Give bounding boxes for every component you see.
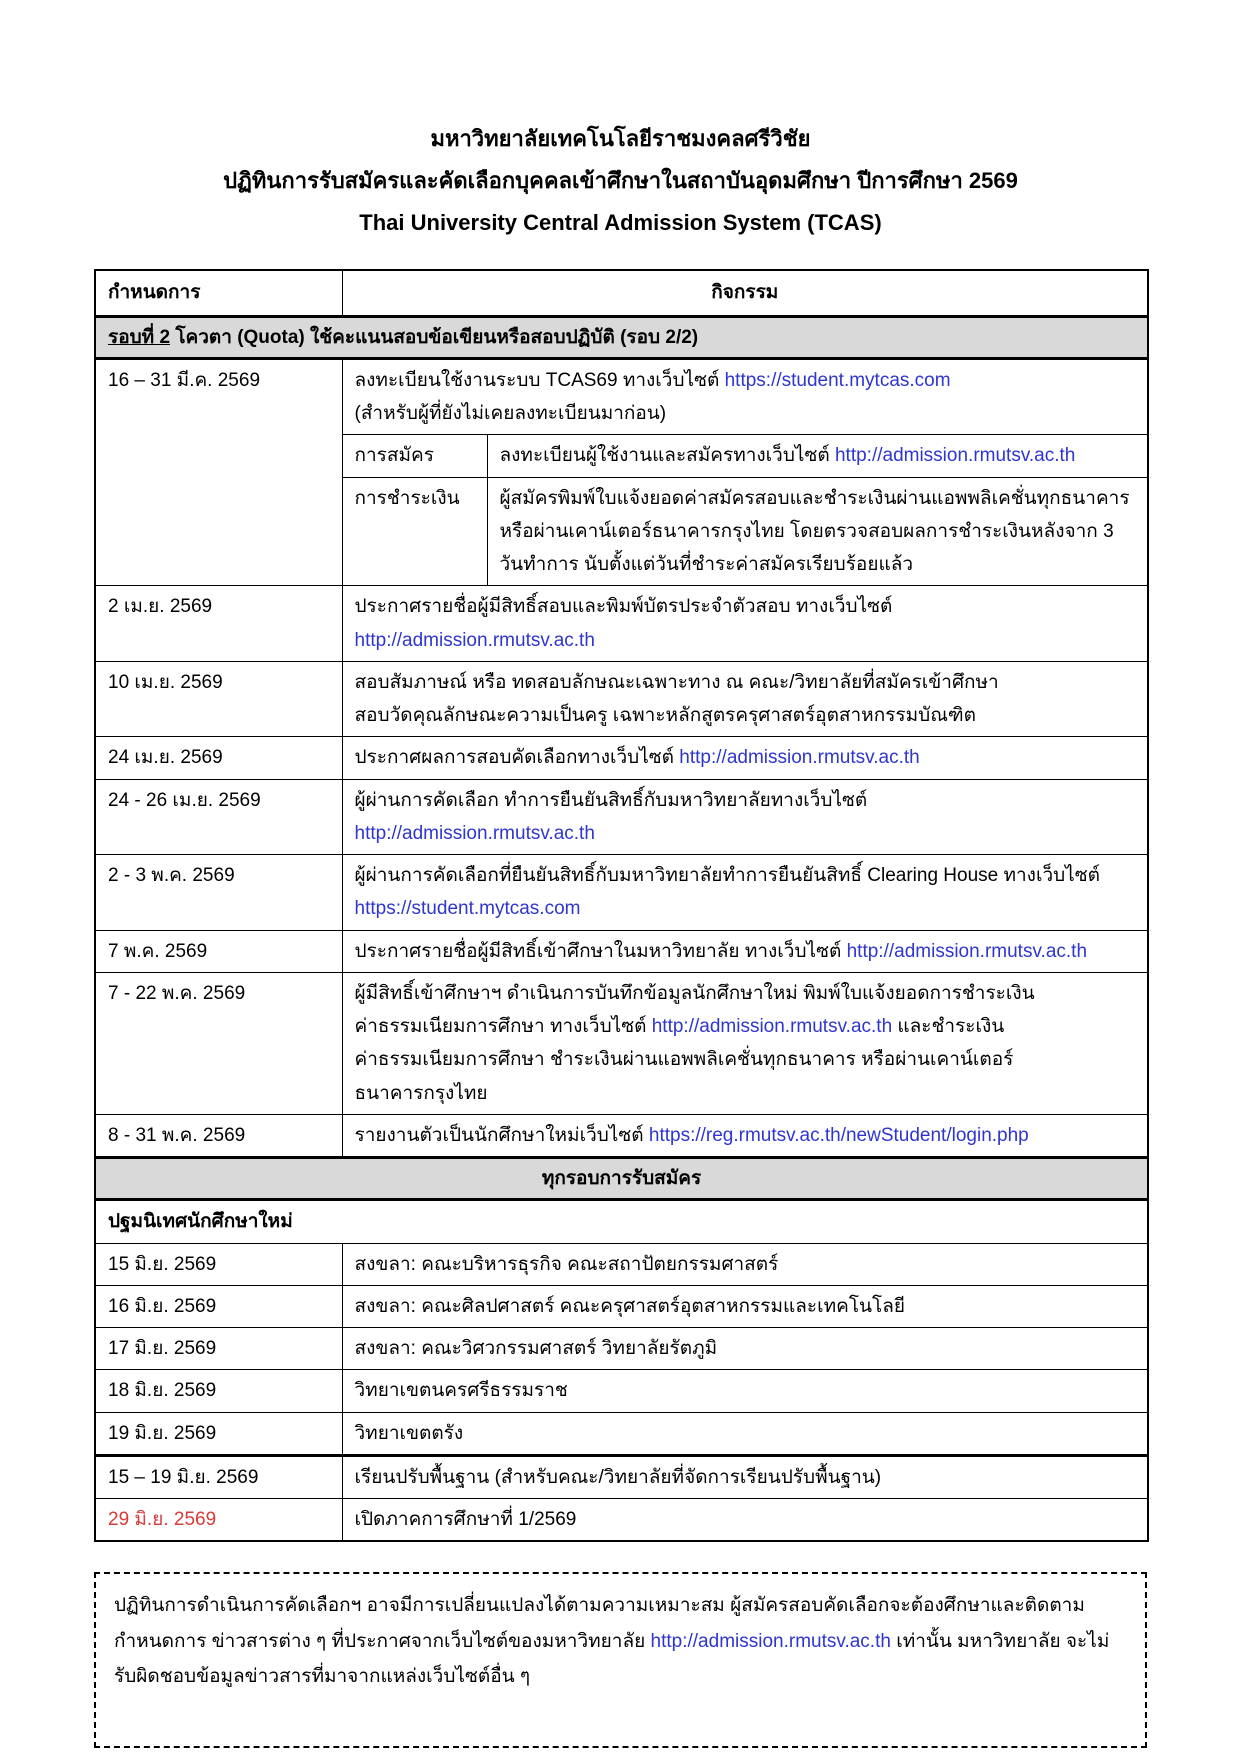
sub-label-cell: การสมัคร: [342, 435, 487, 477]
date-cell: 24 เม.ย. 2569: [95, 737, 342, 779]
sub-label-cell: การชำระเงิน: [342, 477, 487, 586]
orientation-row: [95, 1412, 1148, 1455]
table-row-exam-list: [95, 586, 1148, 662]
activity-cell: เรียนปรับพื้นฐาน (สำหรับคณะ/วิทยาลัยที่จัดการเรียนปรับพื้นฐาน): [342, 1455, 1148, 1498]
table-row-semester-start: [95, 1499, 1148, 1542]
disclaimer-text: เท่านั้น มหาวิทยาลัย จะไม่รับผิดชอบข้อมูลข่าวสารที่มาจากแหล่งเว็บไซต์อื่น ๆ: [114, 1630, 1110, 1687]
activity-cell: [342, 779, 1148, 855]
admission-link[interactable]: http://admission.rmutsv.ac.th: [650, 1630, 891, 1652]
table-row-foundation-course: [95, 1455, 1148, 1498]
activity-text: ค่าธรรมเนียมการศึกษา ชำระเงินผ่านแอพพลิเคชั่นทุกธนาคาร หรือผ่านเคาน์เตอร์: [354, 1049, 1014, 1071]
date-cell-highlighted: 29 มิ.ย. 2569: [95, 1499, 342, 1542]
table-row-register: [95, 358, 1148, 435]
section-all-rounds-row: [95, 1158, 1148, 1200]
activity-text: ผู้มีสิทธิ์เข้าศึกษาฯ ดำเนินการบันทึกข้อมูลนักศึกษาใหม่ พิมพ์ใบแจ้งยอดการชำระเงิน: [354, 982, 1035, 1004]
mytcas-link[interactable]: https://student.mytcas.com: [724, 369, 951, 391]
orientation-row: [95, 1328, 1148, 1370]
section-all-rounds-cell: ทุกรอบการรับสมัคร: [95, 1158, 1148, 1200]
table-header-row: [95, 270, 1148, 316]
round2-description: โควตา (Quota) ใช้คะแนนสอบข้อเขียนหรือสอบปฏิบัติ (รอบ 2/2): [170, 326, 699, 348]
activity-text: ประกาศรายชื่อผู้มีสิทธิ์สอบและพิมพ์บัตรประจำตัวสอบ ทางเว็บไซต์: [354, 596, 893, 618]
activity-cell: เปิดภาคการศึกษาที่ 1/2569: [342, 1499, 1148, 1542]
orientation-row: [95, 1285, 1148, 1327]
tcas-title: Thai University Central Admission System (TCAS): [359, 209, 882, 235]
activity-line: [355, 892, 1136, 925]
round2-label: รอบที่ 2: [108, 326, 171, 348]
disclaimer-note: [94, 1572, 1147, 1747]
activity-text: ค่าธรรมเนียมการศึกษา ทางเว็บไซต์: [354, 1016, 652, 1038]
document-content: [94, 0, 1147, 1748]
disclaimer-text: ปฏิทินการดำเนินการคัดเลือกฯ อาจมีการเปลี่ยนแปลงได้ตามความเหมาะสม ผู้สมัครสอบคัดเลือกจะต้องศึกษาและติดตาม กำหนดการ ข่าวสารต่าง ๆ ที่ประกาศจากเว็บไซต์ของมหาวิทยาลัย: [114, 1595, 1085, 1652]
activity-text: ผู้ผ่านการคัดเลือก ทำการยืนยันสิทธิ์กับมหาวิทยาลัยทางเว็บไซต์: [354, 789, 868, 811]
title-block: [94, 118, 1147, 243]
admission-link[interactable]: http://admission.rmutsv.ac.th: [846, 940, 1088, 962]
date-cell: 24 - 26 เม.ย. 2569: [95, 779, 342, 855]
section-round2-row: [95, 316, 1148, 358]
orientation-row: [95, 1370, 1148, 1412]
date-cell: 7 พ.ค. 2569: [95, 930, 342, 972]
column-header-schedule: กำหนดการ: [95, 270, 342, 316]
orientation-header-cell: ปฐมนิเทศนักศึกษาใหม่: [95, 1200, 1148, 1243]
date-cell: 16 – 31 มี.ค. 2569: [95, 358, 342, 586]
date-cell: 2 เม.ย. 2569: [95, 586, 342, 662]
reg-link[interactable]: https://reg.rmutsv.ac.th/newStudent/login.php: [648, 1124, 1029, 1146]
activity-cell: [342, 972, 1148, 1114]
sub-activity-cell: ผู้สมัครพิมพ์ใบแจ้งยอดค่าสมัครสอบและชำระเงินผ่านแอพพลิเคชั่นทุกธนาคาร หรือผ่านเคาน์เตอร์ธนาคารกรุงไทย โดยตรวจสอบผลการชำระเงินหลังจาก 3 วันทำการ นับตั้งแต่วันที่ชำระค่าสมัครเรียบร้อยแล้ว: [487, 477, 1148, 586]
date-cell: 16 มิ.ย. 2569: [95, 1285, 342, 1327]
activity-cell: [342, 661, 1148, 737]
activity-text: สอบวัดคุณลักษณะความเป็นครู เฉพาะหลักสูตรครุศาสตร์อุตสาหกรรมบัณฑิต: [354, 705, 976, 727]
date-cell: 2 - 3 พ.ค. 2569: [95, 855, 342, 931]
activity-cell: วิทยาเขตนครศรีธรรมราช: [342, 1370, 1148, 1412]
date-cell: 19 มิ.ย. 2569: [95, 1412, 342, 1455]
activity-text: (สำหรับผู้ที่ยังไม่เคยลงทะเบียนมาก่อน): [354, 403, 667, 425]
admission-link[interactable]: http://admission.rmutsv.ac.th: [834, 445, 1076, 467]
activity-line: [355, 817, 1136, 850]
university-name: มหาวิทยาลัยเทคโนโลยีราชมงคลศรีวิชัย: [430, 126, 811, 151]
activity-cell: วิทยาเขตตรัง: [342, 1412, 1148, 1455]
activity-text: และชำระเงิน: [892, 1016, 1005, 1038]
activity-cell: [342, 737, 1148, 779]
admission-calendar-table: [94, 269, 1149, 1542]
activity-line: [355, 624, 1136, 657]
activity-text: ลงทะเบียนใช้งานระบบ TCAS69 ทางเว็บไซต์: [354, 369, 725, 391]
date-cell: 8 - 31 พ.ค. 2569: [95, 1114, 342, 1157]
table-row-new-student-record: [95, 972, 1148, 1114]
activity-text: ประกาศรายชื่อผู้มีสิทธิ์เข้าศึกษาในมหาวิทยาลัย ทางเว็บไซต์: [354, 940, 847, 962]
table-row-student-list: [95, 930, 1148, 972]
date-cell: 15 มิ.ย. 2569: [95, 1243, 342, 1285]
activity-cell: [342, 586, 1148, 662]
table-row-clearing-house: [95, 855, 1148, 931]
date-cell: 15 – 19 มิ.ย. 2569: [95, 1455, 342, 1498]
date-cell: 17 มิ.ย. 2569: [95, 1328, 342, 1370]
orientation-row: [95, 1243, 1148, 1285]
mytcas-link[interactable]: https://student.mytcas.com: [354, 898, 581, 920]
admission-link[interactable]: http://admission.rmutsv.ac.th: [354, 822, 595, 844]
activity-text: สอบสัมภาษณ์ หรือ ทดสอบลักษณะเฉพาะทาง ณ คณะ/วิทยาลัยที่สมัครเข้าศึกษา: [354, 671, 999, 693]
activity-cell: [342, 1114, 1148, 1157]
activity-text: ธนาคารกรุงไทย: [354, 1082, 488, 1104]
activity-cell: [342, 855, 1148, 931]
activity-text: ผู้ผ่านการคัดเลือกที่ยืนยันสิทธิ์กับมหาวิทยาลัยทำการยืนยันสิทธิ์ Clearing House ทางเว็บไซต์: [354, 865, 1100, 887]
orientation-header-row: [95, 1200, 1148, 1243]
activity-line: [355, 1010, 1136, 1043]
admission-link[interactable]: http://admission.rmutsv.ac.th: [679, 747, 920, 769]
date-cell: 18 มิ.ย. 2569: [95, 1370, 342, 1412]
table-row-report: [95, 1114, 1148, 1157]
activity-cell: [342, 930, 1148, 972]
column-header-activity: กิจกรรม: [342, 270, 1148, 316]
calendar-title: ปฏิทินการรับสมัครและคัดเลือกบุคคลเข้าศึกษาในสถาบันอุดมศึกษา ปีการศึกษา 2569: [223, 167, 1018, 193]
date-cell: 10 เม.ย. 2569: [95, 661, 342, 737]
sub-activity-cell: [487, 435, 1148, 477]
section-round2-cell: [95, 316, 1148, 358]
admission-link[interactable]: http://admission.rmutsv.ac.th: [651, 1016, 893, 1038]
activity-cell: [342, 358, 1148, 435]
table-row-interview: [95, 661, 1148, 737]
activity-cell: สงขลา: คณะศิลปศาสตร์ คณะครุศาสตร์อุตสาหกรรมและเทคโนโลยี: [342, 1285, 1148, 1327]
activity-line: [355, 364, 1136, 397]
activity-text: ลงทะเบียนผู้ใช้งานและสมัครทางเว็บไซต์: [499, 445, 835, 467]
activity-cell: สงขลา: คณะบริหารธุรกิจ คณะสถาปัตยกรรมศาสตร์: [342, 1243, 1148, 1285]
admission-link[interactable]: http://admission.rmutsv.ac.th: [354, 629, 595, 651]
date-cell: 7 - 22 พ.ค. 2569: [95, 972, 342, 1114]
table-row-confirm-university: [95, 779, 1148, 855]
activity-text: ประกาศผลการสอบคัดเลือกทางเว็บไซต์: [354, 747, 680, 769]
activity-text: รายงานตัวเป็นนักศึกษาใหม่เว็บไซต์: [354, 1124, 649, 1146]
table-row-results: [95, 737, 1148, 779]
activity-cell: สงขลา: คณะวิศวกรรมศาสตร์ วิทยาลัยรัตภูมิ: [342, 1328, 1148, 1370]
